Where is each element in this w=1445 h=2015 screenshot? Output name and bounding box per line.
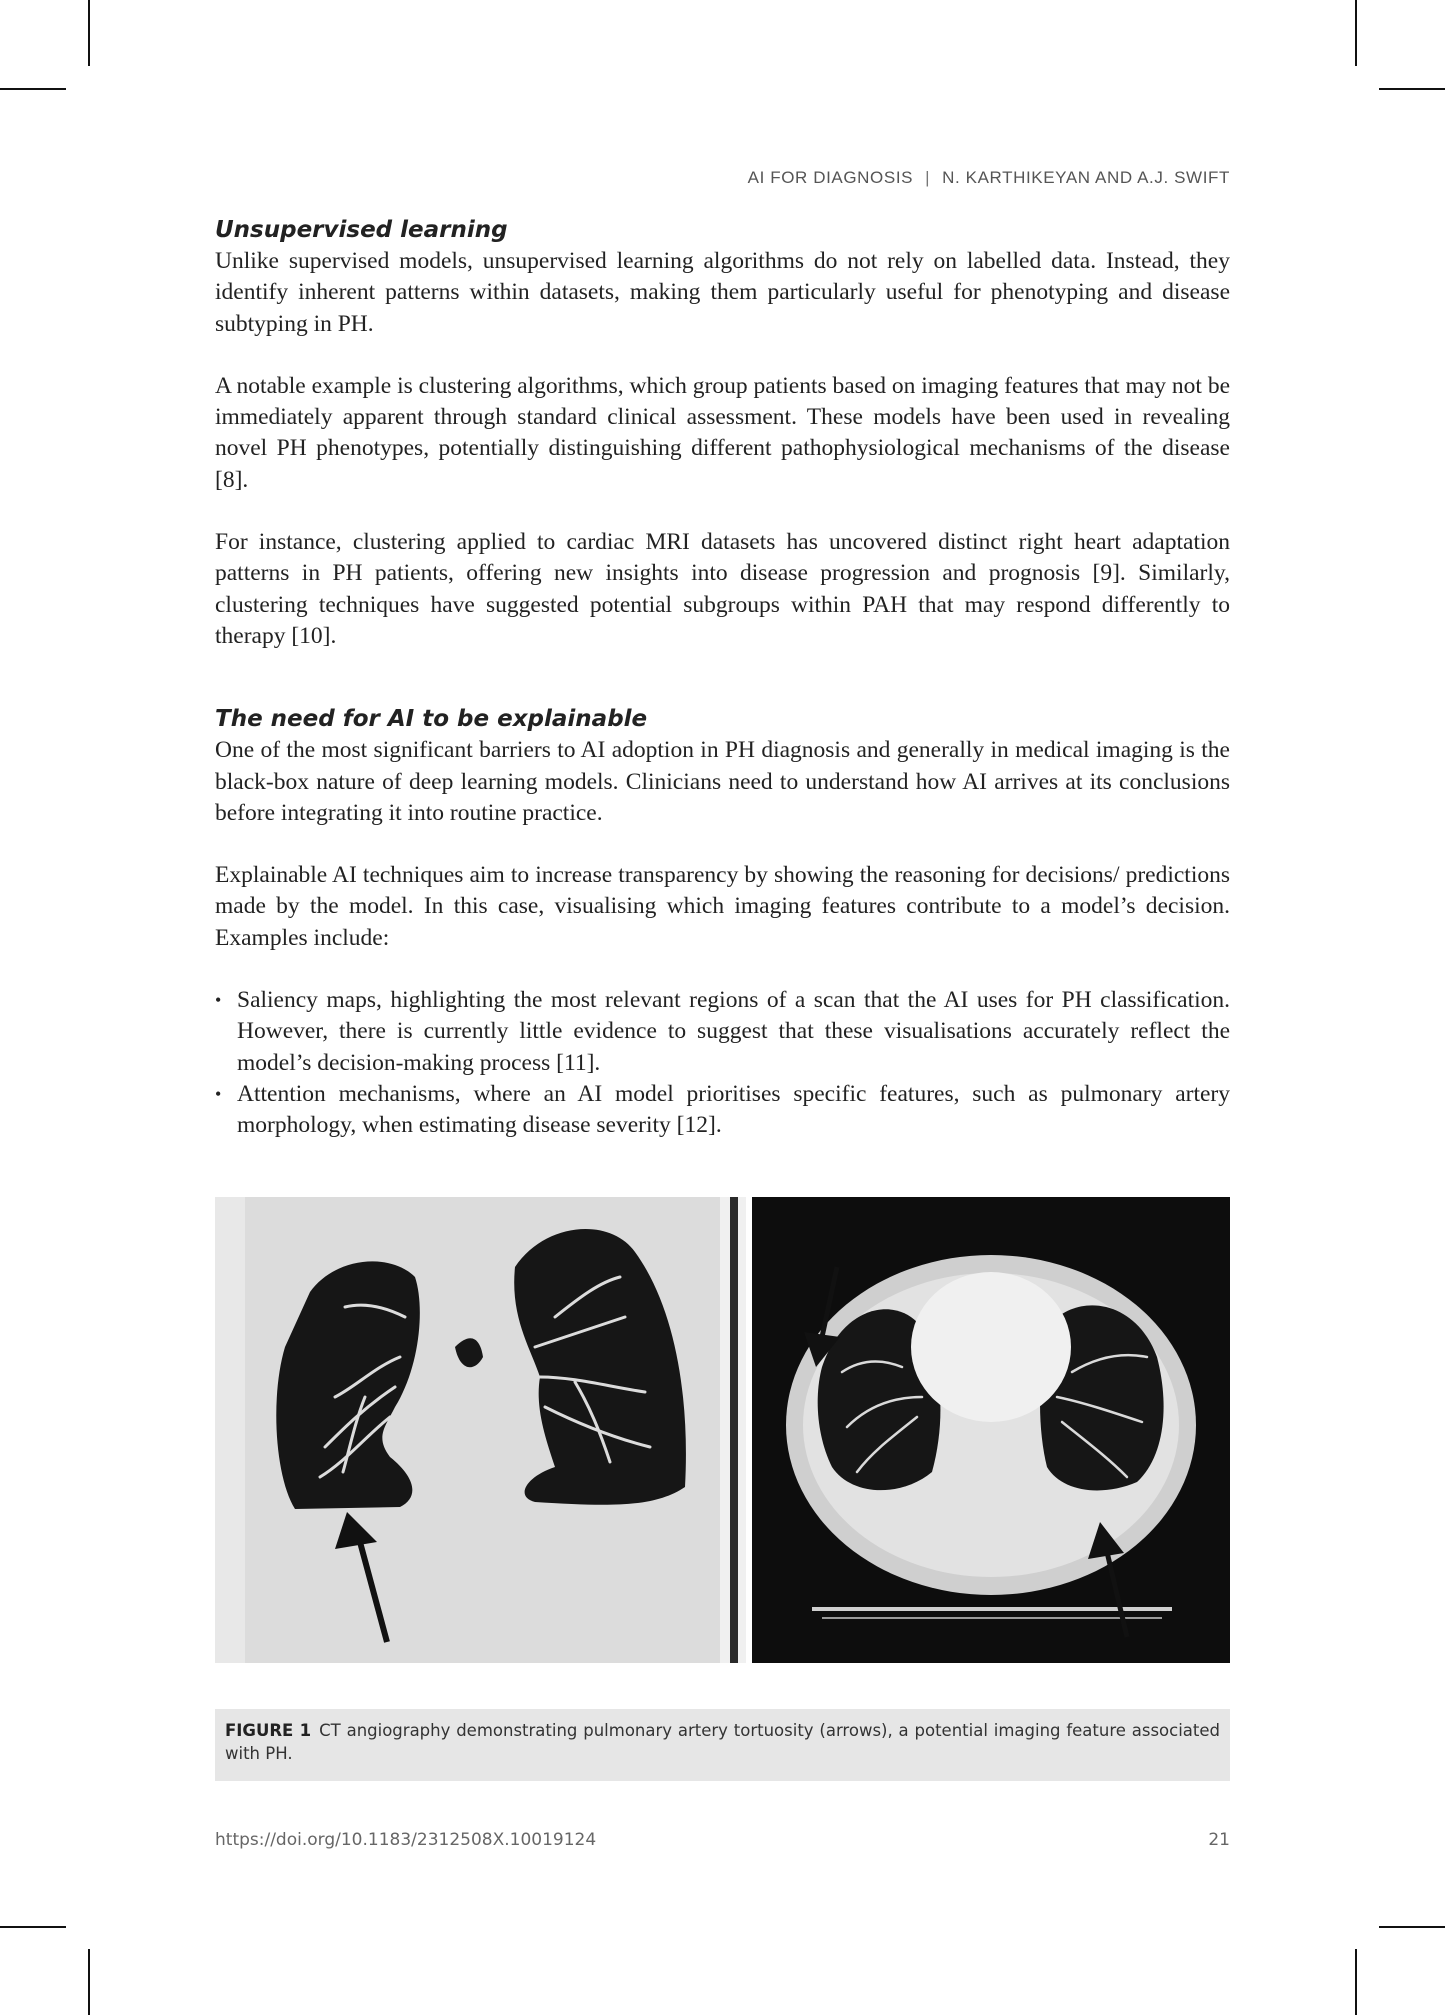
- list-item-saliency: • Saliency maps, highlighting the most relevant regions of a scan that the AI uses for PH classification. However, there is currently little evidence to suggest that these visualisations accurately reflect the model’s decision-making process [11].: [215, 985, 1230, 1079]
- paragraph-unsupervised-intro: Unlike supervised models, unsupervised learning algorithms do not rely on labelled data. Instead, they identify inherent patterns within datasets, making them particularly useful for phenotyping and disease subtyping in PH.: [215, 248, 1230, 337]
- examples-list: [215, 985, 1230, 1141]
- crop-mark-top-left-h: [0, 88, 66, 90]
- running-head: [748, 168, 1230, 188]
- section-heading-unsupervised: Unsupervised learning: [215, 217, 508, 243]
- paragraph-black-box: One of the most significant barriers to AI adoption in PH diagnosis and generally in medical imaging is the black-box nature of deep learning models. Clinicians need to understand how AI arrives at its conclusions before integrating it into routine practice.: [215, 737, 1230, 826]
- running-head-separator: |: [925, 168, 931, 187]
- list-item-attention: • Attention mechanisms, where an AI model prioritises specific features, such as pulmonary artery morphology, when estimating disease severity [12].: [215, 1079, 1230, 1142]
- figure-caption-text: CT angiography demonstrating pulmonary artery tortuosity (arrows), a potential imaging feature associated with PH.: [225, 1721, 1220, 1763]
- paragraph-clustering-example: A notable example is clustering algorithms, which group patients based on imaging features that may not be immediately apparent through standard clinical assessment. These models have been used in revealing novel PH phenotypes, potentially distinguishing different pathophysiological mechanisms of the disease [8].: [215, 372, 1230, 493]
- running-head-title: AI FOR DIAGNOSIS: [747, 168, 914, 187]
- section-heading-explainable: The need for AI to be explainable: [215, 706, 648, 733]
- doi-link[interactable]: https://doi.org/10.1183/2312508X.10019124: [215, 1830, 597, 1850]
- figure-ct-images: [215, 1197, 1230, 1663]
- crop-mark-top-right-v: [1355, 0, 1357, 66]
- crop-mark-bottom-right-v: [1355, 1949, 1357, 2015]
- ct-axial-image: [752, 1197, 1230, 1663]
- crop-mark-top-left-v: [88, 0, 90, 66]
- crop-mark-top-right-h: [1379, 88, 1445, 90]
- paragraph-explainable-techniques: Explainable AI techniques aim to increase transparency by showing the reasoning for decisions/ predictions made by the model. In this case, visualising which imaging features contribute to a model’s decision. Examples include:: [215, 862, 1230, 951]
- figure-label: FIGURE 1: [225, 1721, 312, 1740]
- paragraph-clustering-mri: For instance, clustering applied to cardiac MRI datasets has uncovered distinct right heart adaptation patterns in PH patients, offering new insights into disease progression and prognosis [9]. Similarly, clustering techniques have suggested potential subgroups within PAH that may respond differently to therapy [10].: [215, 529, 1230, 649]
- main-content: [215, 215, 1230, 1142]
- crop-mark-bottom-left-v: [88, 1949, 90, 2015]
- figure-caption: [215, 1709, 1230, 1781]
- page-number: 21: [1208, 1830, 1230, 1850]
- running-head-authors: N. KARTHIKEYAN AND A.J. SWIFT: [942, 168, 1230, 187]
- crop-mark-bottom-left-h: [0, 1926, 66, 1928]
- ct-coronal-image: [215, 1197, 746, 1663]
- crop-mark-bottom-right-h: [1379, 1926, 1445, 1928]
